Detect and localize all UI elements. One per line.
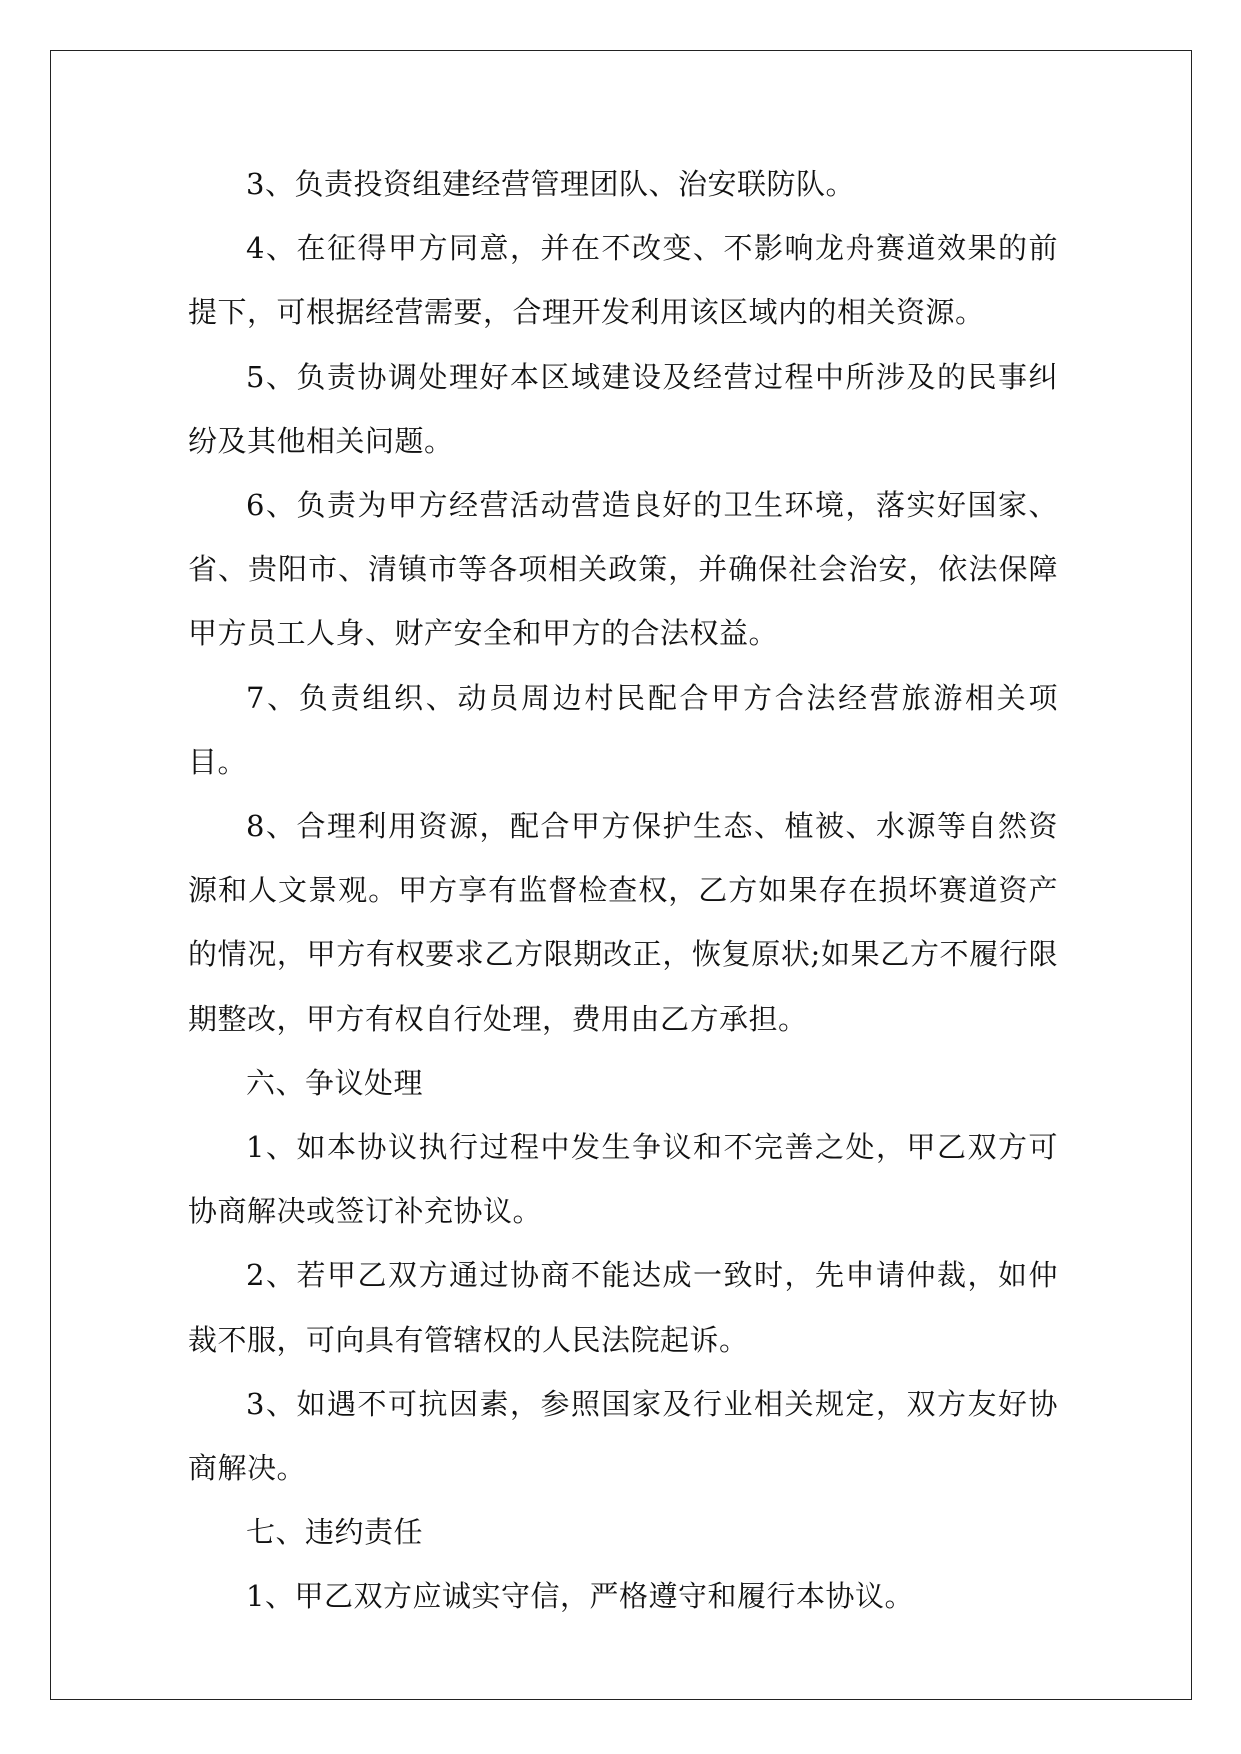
paragraph-item-3-team: 3、负责投资组建经营管理团队、治安联防队。 xyxy=(246,167,855,201)
paragraph-item-6-environment: 6、负责为甲方经营活动营造良好的卫生环境，落实好国家、省、贵阳市、清镇市等各项相关政策，并确保社会治安，依法保障甲方员工人身、财产安全和甲方的合法权益。 xyxy=(188,488,1058,651)
section-heading-liability: 七、违约责任 xyxy=(246,1515,424,1550)
paragraph-liability-1: 1、甲乙双方应诚实守信，严格遵守和履行本协议。 xyxy=(246,1579,914,1614)
paragraph-item-4-resources: 4、在征得甲方同意，并在不改变、不影响龙舟赛道效果的前提下，可根据经营需要，合理开发利用该区域内的相关资源。 xyxy=(188,231,1058,330)
paragraph-item-7-villagers: 7、负责组织、动员周边村民配合甲方合法经营旅游相关项目。 xyxy=(188,680,1058,779)
paragraph-item-5-disputes: 5、负责协调处理好本区域建设及经营过程中所涉及的民事纠纷及其他相关问题。 xyxy=(188,359,1058,458)
paragraph-dispute-2: 2、若甲乙双方通过协商不能达成一致时，先申请仲裁，如仲裁不服，可向具有管辖权的人民法院起诉。 xyxy=(188,1258,1058,1357)
paragraph-dispute-3: 3、如遇不可抗因素，参照国家及行业相关规定，双方友好协商解决。 xyxy=(188,1386,1058,1486)
section-heading-dispute-handling: 六、争议处理 xyxy=(246,1065,424,1100)
paragraph-item-8-resources-protection: 8、合理利用资源，配合甲方保护生态、植被、水源等自然资源和人文景观。甲方享有监督检查权，乙方如果存在损坏赛道资产的情况，甲方有权要求乙方限期改正，恢复原状;如果乙方不履行限期整改，甲方有权自行处理，费用由乙方承担。 xyxy=(188,809,1058,1036)
paragraph-dispute-1: 1、如本协议执行过程中发生争议和不完善之处，甲乙双方可协商解决或签订补充协议。 xyxy=(188,1130,1058,1229)
document-body xyxy=(188,152,1058,1629)
